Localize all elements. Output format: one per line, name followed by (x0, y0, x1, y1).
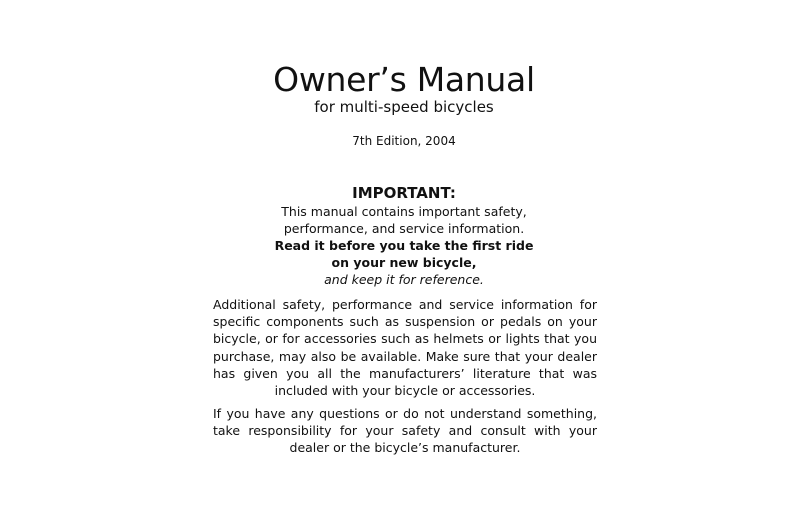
important-heading: IMPORTANT: (352, 184, 456, 202)
important-text-line-1: This manual contains important safety, (281, 204, 527, 219)
edition-label: 7th Edition, 2004 (352, 134, 456, 148)
additional-info-paragraph: Additional safety, performance and service information for specific components such as suspension or pedals on your bicycle, or for accessories such as helmets or lights that you purchase, may also be available. Make sure that your dealer has given you all the manufacturers’ literature that was included with your bicycle or accessories. (213, 297, 597, 399)
important-text-line-2: performance, and service information. (283, 221, 525, 236)
document-title: Owner’s Manual (273, 60, 535, 99)
important-notice (0, 183, 808, 288)
read-before-ride-line-2: on your new bicycle, (331, 255, 477, 270)
read-before-ride-line-1: Read it before you take the first ride (274, 238, 534, 253)
questions-paragraph: If you have any questions or do not understand something, take responsibility for your safety and consult with your dealer or the bicycle’s manufacturer. (213, 406, 597, 456)
keep-for-reference-line: and keep it for reference. (324, 272, 484, 287)
document-subtitle: for multi-speed bicycles (314, 98, 494, 116)
